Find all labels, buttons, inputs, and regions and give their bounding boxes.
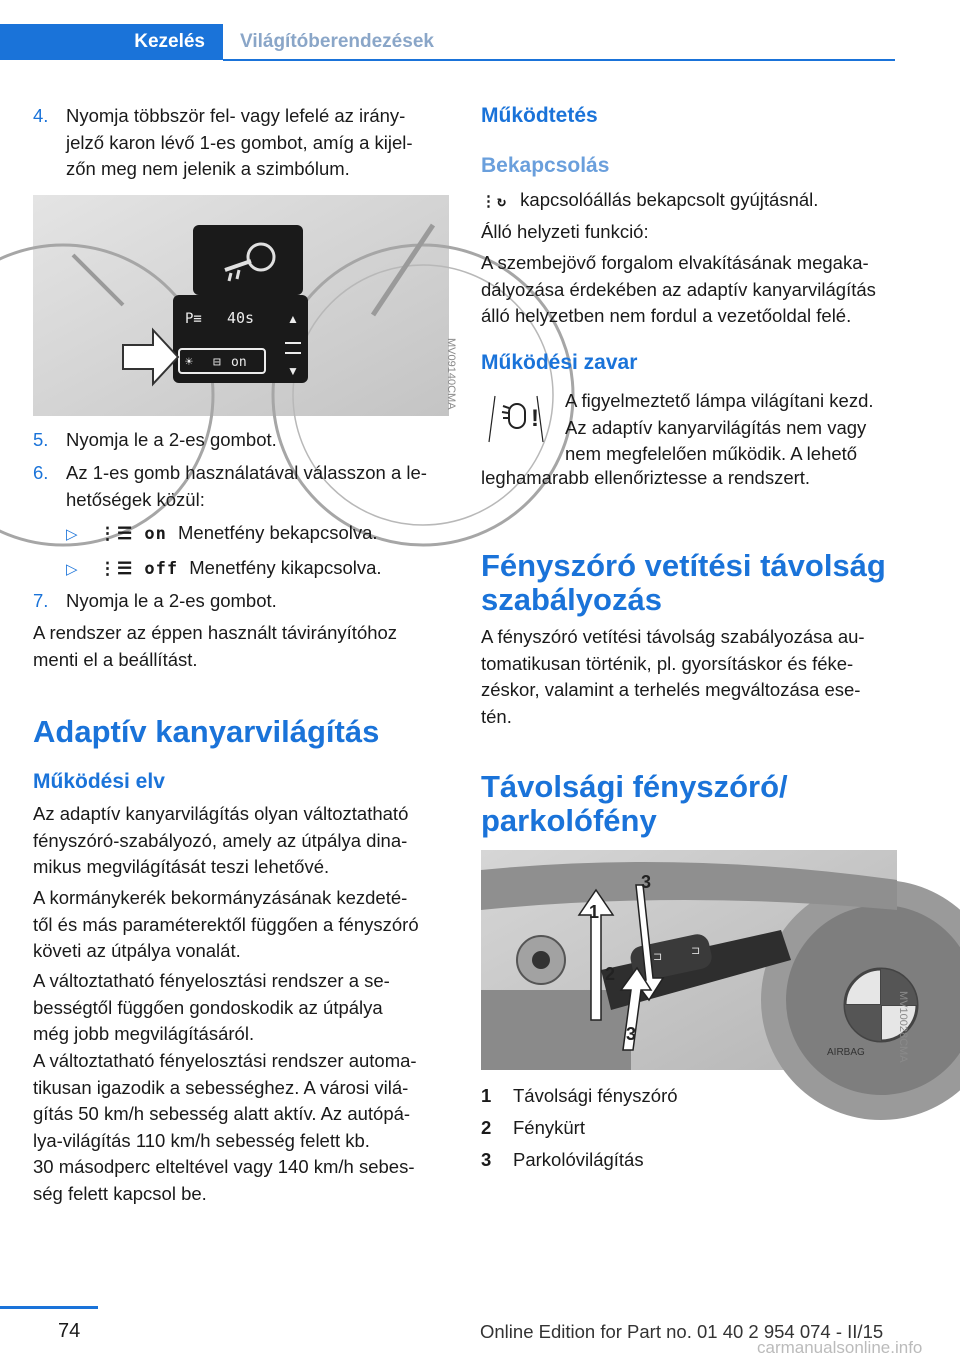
paragraph-line: Az adaptív kanyarvilágítás nem vagy: [565, 416, 867, 438]
heading-line: szabályozás: [481, 582, 662, 617]
paragraph-line: A változtatható fényelosztási rendszer a se‐: [33, 970, 390, 991]
save-note: [33, 620, 449, 673]
watermark: carmanualsonline.info: [757, 1338, 923, 1357]
running-light-icon: ⋮☰: [99, 524, 134, 544]
option-text: Menetfény kikapcsolva.: [189, 557, 382, 578]
legend-text: Fénykürt: [513, 1117, 585, 1138]
paragraph-line: 30 másodperc elteltével vagy 140 km/h sebes‐: [33, 1156, 415, 1177]
stalk-illustration: [481, 850, 897, 1070]
section-tab[interactable]: Kezelés: [0, 24, 223, 60]
operation-heading: Működtetés: [481, 104, 598, 127]
option-on: [33, 520, 449, 548]
step-number: 4.: [33, 105, 49, 126]
fault-heading: Működési zavar: [481, 351, 638, 374]
switch-position: [481, 187, 899, 215]
legend-number: 1: [481, 1085, 492, 1106]
step-number: 5.: [33, 429, 49, 450]
option-symbol: off: [144, 559, 179, 579]
paragraph-line: tikusan igazodik a sebességhez. A városi vilá‐: [33, 1076, 409, 1098]
subsection-heading: Működési elv: [33, 770, 165, 793]
svg-text:3: 3: [641, 872, 652, 892]
section-heading: Adaptív kanyarvilágítás: [33, 714, 380, 749]
paragraph-line: zéskor, valamint a terhelés megváltozása ese‐: [481, 679, 861, 700]
step-text: Nyomja többször fel- vagy lefelé az irány‐: [66, 105, 406, 126]
paragraph-line: A szembejövő forgalom elvakításának megaka‐: [481, 252, 869, 273]
svg-text:▲: ▲: [287, 312, 299, 326]
fault-last-line: leghamarabb ellenőriztesse a rendszert.: [481, 467, 811, 488]
svg-text:⊐: ⊐: [691, 945, 701, 957]
step-6: [33, 460, 449, 513]
paragraph-line: mikus megvilágítását teszi lehetővé.: [33, 856, 330, 877]
legend-text: Parkolóvilágítás: [513, 1149, 644, 1170]
page-header: [0, 0, 960, 62]
paragraph-line: A változtatható fényelosztási rendszer automa‐: [33, 1050, 417, 1071]
paragraph-line: álló helyzetben nem fordul a vezetőoldal felé.: [481, 305, 852, 326]
standing-paragraph: [481, 250, 901, 330]
paragraph-line: követi az útpálya vonalát.: [33, 940, 241, 961]
paragraph-line: bességtől függően gondoskodik az útpálya: [33, 996, 383, 1018]
page-number: 74: [58, 1320, 81, 1342]
legend-item: [481, 1115, 899, 1147]
svg-text:▼: ▼: [287, 364, 299, 378]
adaptive-light-icon: ⋮↻: [481, 192, 508, 210]
step-7: [33, 588, 449, 615]
paragraph-2: [33, 885, 449, 965]
switch-text: kapcsolóállás bekapcsolt gyújtásnál.: [520, 189, 819, 210]
step-text: Nyomja le a 2-es gombot.: [66, 590, 277, 611]
paragraph-line: Az adaptív kanyarvilágítás olyan változtatható: [33, 803, 409, 824]
paragraph-line: dályozása érdekében az adaptív kanyarvilágítás: [481, 278, 876, 300]
edition-text: Online Edition for Part no. 01 40 2 954 074 - II/15: [480, 1321, 884, 1342]
range-paragraph: [481, 624, 901, 730]
standing-function: Álló helyzeti funkció:: [481, 221, 649, 242]
option-off: [33, 555, 449, 583]
header-rule: [223, 59, 895, 61]
instrument-cluster-illustration: [33, 195, 449, 416]
legend-number: 3: [481, 1149, 492, 1170]
headlight-range-heading: [481, 549, 886, 617]
bullet-triangle-icon: ▷: [66, 561, 78, 578]
instrument-cluster-image: [33, 195, 457, 416]
airbag-label: AIRBAG: [827, 1047, 865, 1058]
step-5: [33, 427, 449, 454]
paragraph-1: [33, 801, 449, 881]
svg-text:1: 1: [589, 902, 600, 922]
paragraph-line: A kormánykerék bekormányzásának kezdeté‐: [33, 887, 408, 908]
step-4: [33, 103, 449, 183]
step-text: zőn meg nem jelenik a szimbólum.: [66, 158, 350, 179]
footer-rule: [0, 1306, 98, 1309]
subsection-title: Világítóberendezések: [240, 31, 434, 52]
switch-on-heading: Bekapcsolás: [481, 154, 610, 177]
svg-text:⊐: ⊐: [653, 951, 663, 963]
bullet-triangle-icon: ▷: [66, 526, 78, 543]
paragraph-line: ség felett kapcsol be.: [33, 1182, 207, 1204]
high-beam-heading: [481, 770, 788, 838]
heading-line: Fényszóró vetítési távolság: [481, 548, 886, 583]
paragraph-3: [33, 968, 449, 1048]
fault-text: [565, 388, 901, 468]
legend-item: [481, 1147, 899, 1179]
legend-list: [481, 1083, 899, 1179]
paragraph-line: még jobb megvilágításáról.: [33, 1023, 255, 1044]
svg-text:☀: ☀: [185, 355, 193, 370]
paragraph-line: tomatikusan történik, pl. gyorsításkor és féke‐: [481, 652, 854, 674]
legend-number: 2: [481, 1117, 492, 1138]
option-symbol: on: [144, 524, 167, 544]
step-number: 6.: [33, 462, 49, 483]
svg-text:!: !: [531, 405, 539, 432]
paragraph-4: [33, 1048, 453, 1207]
display-time: 40s: [227, 309, 255, 327]
step-text: hetőségek közül:: [66, 488, 205, 510]
heading-line: parkolófény: [481, 803, 657, 838]
paragraph-line: A rendszer az éppen használt távirányítóhoz: [33, 622, 398, 643]
paragraph-line: nem megfelelően működik. A lehető: [565, 443, 858, 464]
image-code: MV09140CMA: [445, 338, 457, 410]
paragraph-line: menti el a beállítást.: [33, 648, 198, 670]
paragraph-line: lya-világítás 110 km/h sebesség felett kb.: [33, 1129, 370, 1151]
svg-text:2: 2: [605, 964, 616, 984]
step-text: jelző karon lévő 1-es gombot, amíg a kijel‐: [66, 131, 413, 153]
display-on: on: [231, 355, 247, 370]
paragraph-line: A fényszóró vetítési távolság szabályozása au‐: [481, 626, 865, 647]
option-text: Menetfény bekapcsolva.: [178, 522, 378, 543]
step-text: Nyomja le a 2-es gombot.: [66, 429, 277, 450]
legend-text: Távolsági fényszóró: [513, 1085, 678, 1106]
turn-signal-stalk-image: [481, 850, 909, 1070]
svg-text:P≡: P≡: [185, 311, 202, 327]
heading-line: Távolsági fényszóró/: [481, 769, 788, 804]
paragraph-line: től és más paraméterektől függően a fényszóró: [33, 913, 419, 935]
paragraph-line: gítás 50 km/h sebesség alatt aktív. Az autópá‐: [33, 1103, 411, 1124]
image-code: MV10028CMA: [897, 991, 909, 1063]
paragraph-line: fényszóró-szabályozó, amely az útpálya dina‐: [33, 829, 408, 851]
svg-text:⊟: ⊟: [213, 355, 221, 370]
svg-text:3: 3: [626, 1024, 637, 1044]
paragraph-line: A figyelmeztető lámpa világítani kezd.: [565, 390, 874, 411]
running-light-icon: ⋮☰: [99, 559, 134, 579]
warning-lamp-icon: [481, 392, 551, 444]
step-number: 7.: [33, 590, 49, 611]
step-text: Az 1-es gomb használatával válasszon a le‐: [66, 462, 427, 483]
legend-item: [481, 1083, 899, 1115]
paragraph-line: tén.: [481, 705, 512, 727]
